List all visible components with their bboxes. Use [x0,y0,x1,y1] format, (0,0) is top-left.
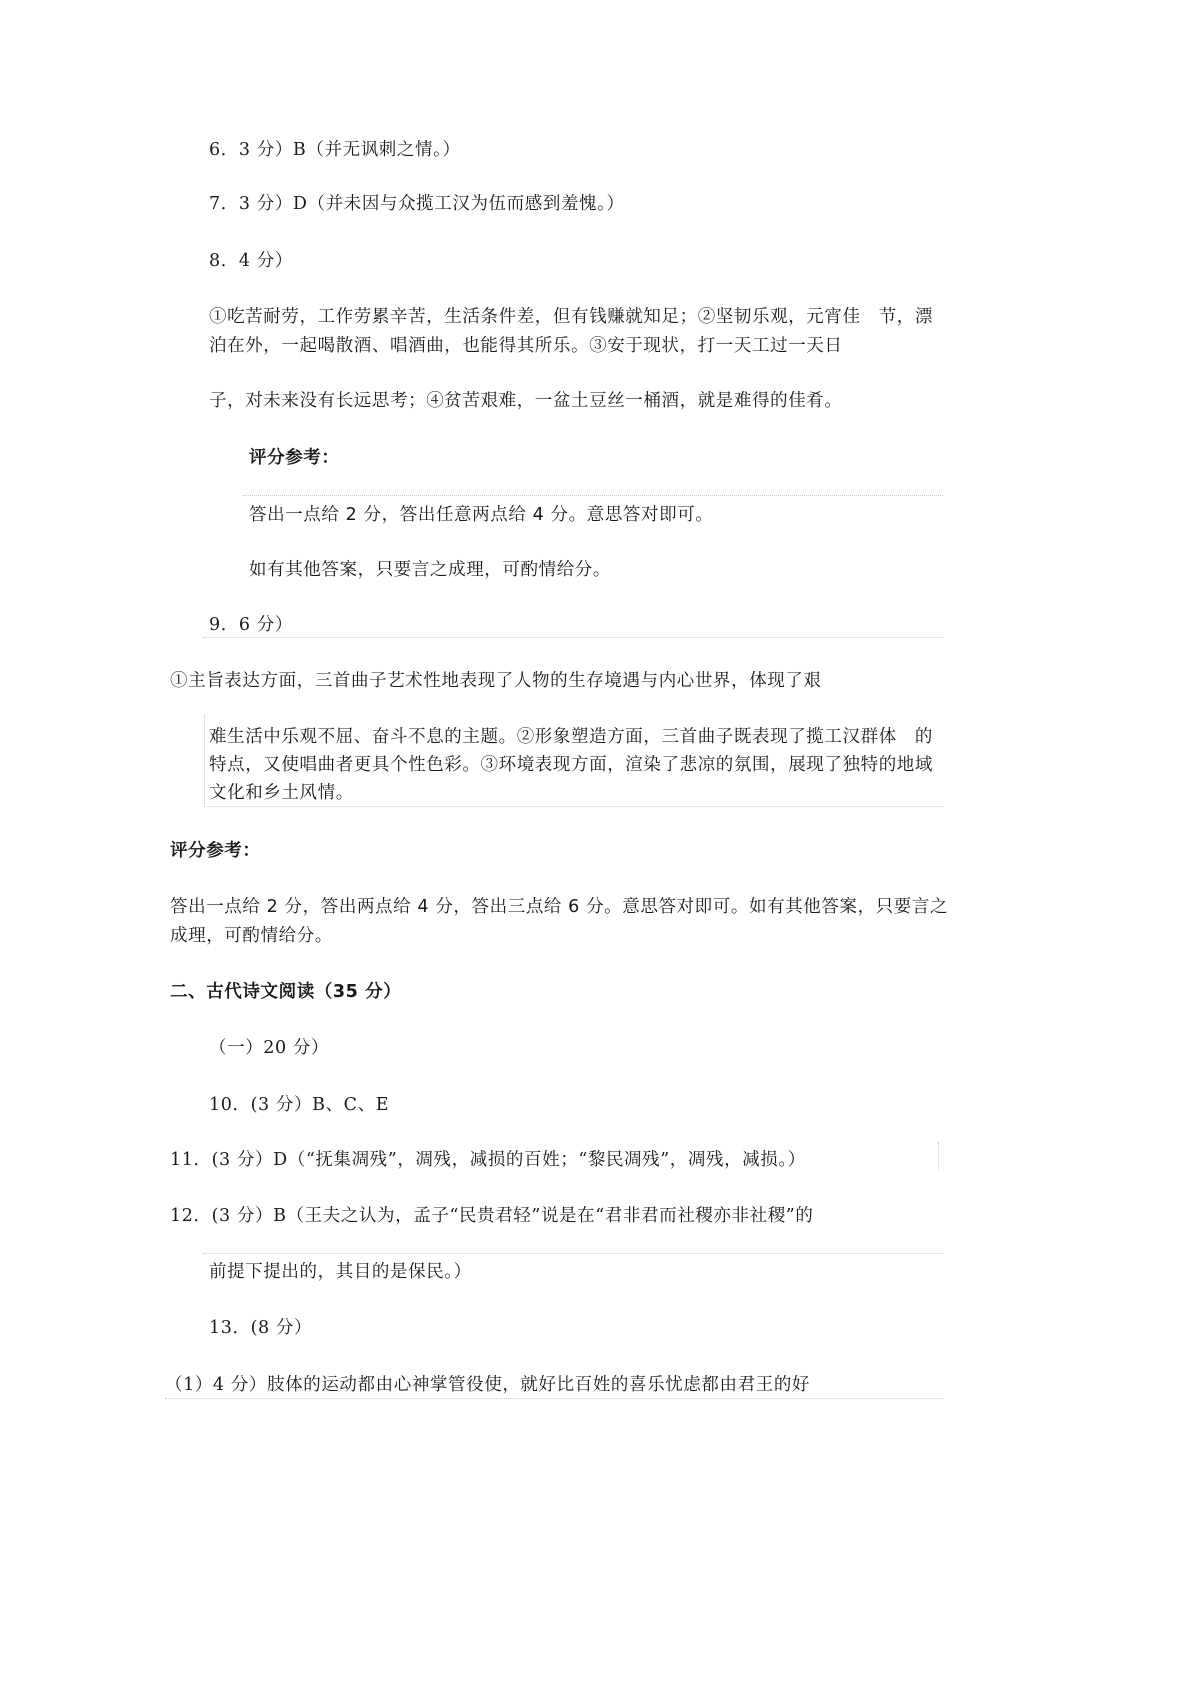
answer-q9-line-3: 特点，又使唱曲者更具个性色彩。③环境表现方面，渲染了悲凉的氛围，展现了独特的地域 [209,755,933,775]
answer-q8-line-1: ①吃苦耐劳，工作劳累辛苦，生活条件差，但有钱赚就知足；②坚韧乐观，元宵佳 节，漂 [209,307,933,327]
q9-scoring-line-2: 成理，可酌情给分。 [170,926,333,946]
answer-q9-heading: 9．6 分） [209,615,293,635]
answer-q8-line-3: 子，对未来没有长远思考；④贫苦艰难，一盆土豆丝一桶酒，就是难得的佳肴。 [209,391,843,411]
answer-q8-heading: 8．4 分） [209,251,293,271]
dotted-divider [243,495,943,496]
answer-q9-line-1: ①主旨表达方面，三首曲子艺术性地表现了人物的生存境遇与内心世界，体现了艰 [170,671,822,691]
answer-q10: 10．(3 分）B、C、E [209,1095,390,1115]
q8-scoring-line-1: 答出一点给 2 分，答出任意两点给 4 分。意思答对即可。 [249,505,714,525]
answer-q9-line-4: 文化和乡土风情。 [209,783,354,803]
dotted-divider [203,637,943,638]
answer-q8-line-2: 泊在外，一起喝散酒、唱酒曲，也能得其所乐。③安于现状，打一天工过一天日 [209,336,843,356]
q9-scoring-line-1: 答出一点给 2 分，答出两点给 4 分，答出三点给 6 分。意思答对即可。如有其他答案，只要言之 [170,897,949,917]
dotted-margin [938,1142,939,1170]
answer-q13-heading: 13．(8 分） [209,1318,313,1338]
subsection-1-title: （一）20 分） [209,1038,330,1058]
q8-scoring-line-2: 如有其他答案，只要言之成理，可酌情给分。 [249,560,611,580]
answer-q12-line-1: 12．(3 分）B（王夫之认为，孟子“民贵君轻”说是在“君非君而社稷亦非社稷”的 [170,1206,814,1226]
answer-q6: 6．3 分）B（并无讽刺之情。） [209,140,461,160]
answer-q11: 11．(3 分）D（“抚集凋残”，凋残，减损的百姓；“黎民凋残”，凋残，减损。） [170,1150,806,1170]
q8-scoring-title: 评分参考： [249,448,340,468]
dotted-divider [204,806,943,807]
dotted-divider [203,1253,943,1254]
answer-q13-part-1: （1）4 分）肢体的运动都由心神掌管役使，就好比百姓的喜乐忧虑都由君王的好 [165,1375,811,1395]
answer-q7: 7．3 分）D（并未因与众揽工汉为伍而感到羞愧。） [209,194,625,214]
dotted-margin [204,715,205,807]
section-2-title: 二、古代诗文阅读（35 分） [170,982,402,1002]
answer-q12-line-2: 前提下提出的，其目的是保民。） [209,1262,472,1282]
q9-scoring-title: 评分参考： [170,841,261,861]
dotted-divider [165,1398,943,1399]
answer-q9-line-2: 难生活中乐观不屈、奋斗不息的主题。②形象塑造方面，三首曲子既表现了揽工汉群体 的 [209,727,933,747]
